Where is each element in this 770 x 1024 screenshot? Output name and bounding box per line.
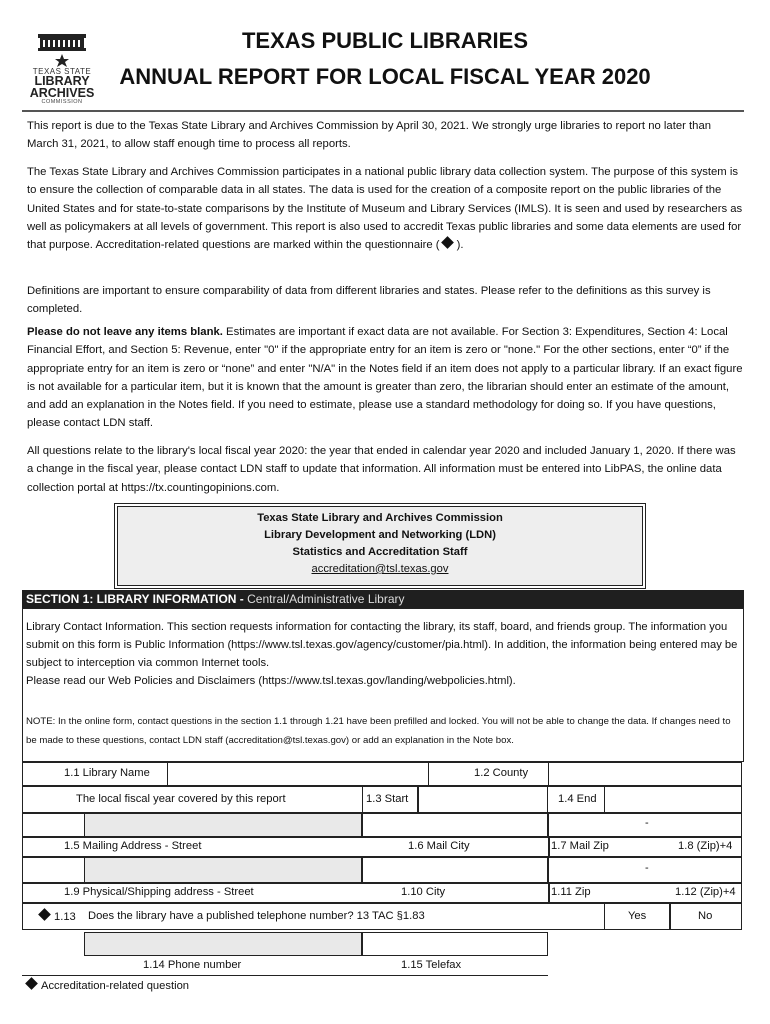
mail-city-label: 1.6 Mail City — [408, 840, 470, 852]
contact-email-link[interactable]: accreditation@tsl.texas.gov — [311, 563, 449, 575]
telephone-question-number — [40, 910, 76, 923]
zip-dash: - — [645, 817, 649, 829]
physical-city-label: 1.10 City — [401, 886, 446, 898]
accreditation-legend — [27, 979, 189, 992]
logo-line-2: ARCHIVES — [29, 86, 95, 100]
section-1-title: SECTION 1: LIBRARY INFORMATION - — [26, 592, 248, 606]
diamond-icon — [25, 977, 38, 990]
logo-line-1: LIBRARY — [34, 74, 90, 88]
mail-zip4-label: 1.8 (Zip)+4 — [678, 840, 733, 852]
logo-sub-text: COMMISSION — [41, 99, 83, 105]
diamond-icon — [441, 236, 454, 249]
physical-zip4-label: 1.12 (Zip)+4 — [675, 886, 736, 898]
intro-paragraph-purpose — [27, 163, 745, 254]
physical-zip-dash: - — [645, 862, 649, 874]
contact-agency: Texas State Library and Archives Commission — [257, 512, 503, 524]
accreditation-legend-text: Accreditation-related question — [41, 980, 190, 992]
logo-wordmark — [22, 75, 102, 99]
end-date-field[interactable] — [604, 786, 742, 813]
end-label: 1.4 End — [558, 793, 597, 805]
blanks-bold-text: Please do not leave any items blank. — [27, 326, 223, 338]
section-1-header — [22, 590, 744, 608]
fiscal-year-label: The local fiscal year covered by this report — [76, 793, 286, 805]
phone-number-label: 1.14 Phone number — [143, 959, 242, 971]
divider — [548, 883, 550, 903]
divider — [548, 837, 550, 857]
section-1-note: NOTE: In the online form, contact questions in the section 1.1 through 1.21 have been prefilled and locked. You will not be able to change the data. If changes need to be made to these questions, contact LDN staff (accreditation@tsl.texas.gov) or add an explanation in the Note box. — [26, 716, 731, 746]
telephone-question-num: 1.13 — [54, 911, 76, 923]
page-title-line-2: ANNUAL REPORT FOR LOCAL FISCAL YEAR 2020 — [119, 64, 651, 89]
telefax-label: 1.15 Telefax — [401, 959, 462, 971]
yes-label: Yes — [628, 910, 647, 922]
telephone-question-label: Does the library have a published telephone number? 13 TAC §1.83 — [88, 910, 425, 922]
contact-division: Library Development and Networking (LDN) — [264, 529, 496, 541]
mail-zip-label: 1.7 Mail Zip — [551, 840, 609, 852]
page-title-line-1: TEXAS PUBLIC LIBRARIES — [241, 28, 529, 53]
intro-paragraph-definitions: Definitions are important to ensure comparability of data from different libraries and states. Please refer to the definitions as this survey is completed. — [27, 285, 711, 316]
telefax-field[interactable] — [362, 932, 548, 956]
no-label: No — [698, 910, 713, 922]
phone-number-field[interactable] — [84, 932, 362, 956]
intro-paragraph-due-date: This report is due to the Texas State Library and Archives Commission by April 30, 2021. We strongly urge libraries to report no later than March 31, 2021, to allow staff enough time to process all reports. — [27, 120, 712, 151]
diamond-icon — [38, 908, 51, 921]
blanks-text: Estimates are important if exact data are not available. For Section 3: Expenditures, Section 4: Local Financial Effort, and Section 5: Revenue, enter "0" if the appropriate entry for an item is zero or "none." For the other sections, enter “0” if the appropriate entry for an item is zero or “none” and enter "N/A" in the Notes field if an item does not apply to a particular library. If an exact figure is not available for a particular item, but it is known that the amount is greater than zero, the librarian should enter an estimate of the amount, and add an explanation in the Notes field. If you need to estimate, please use a standard methodology for doing so. If you have questions, please contact LDN staff. — [27, 326, 743, 430]
section-1-description: Library Contact Information. This section requests information for contacting the library, its staff, board, and friends group. The information you submit on this form is Public Information (https://www.tsl.texas.gov/agency/customer/pia.html). In addition, the information being entered may be subject to interception via common Internet tools. Please read our Web Policies and Disclaimers (https://www.tsl.texas.gov/landing/webpolicies.html). — [26, 621, 738, 687]
physical-city-field[interactable] — [362, 857, 548, 883]
row-phone-labels — [22, 956, 548, 976]
mailing-street-label: 1.5 Mailing Address - Street — [64, 840, 202, 852]
physical-zip-label: 1.11 Zip — [551, 886, 591, 898]
purpose-text: The Texas State Library and Archives Commission participates in a national public library data collection system. The purpose of this system is to ensure the collection of comparable data in all states. The data is used for the creation of a composite report on the public libraries of the United States and for state-to-state comparisons by the Institute of Museum and Library Services (IMLS). It is seen and used by researchers as well as policymakers at all levels of government. This report is also used to accredit Texas public libraries and some data elements are used for that purpose. Accreditation-related questions are marked within the questionnaire ( — [27, 166, 743, 252]
library-name-label: 1.1 Library Name — [64, 767, 150, 779]
county-label: 1.2 County — [474, 767, 529, 779]
mailing-street-field[interactable] — [84, 813, 362, 837]
start-date-field[interactable] — [418, 786, 548, 813]
section-1-subtitle: Central/Administrative Library — [247, 592, 405, 606]
start-label: 1.3 Start — [366, 793, 409, 805]
county-field[interactable] — [548, 762, 742, 786]
mail-city-field[interactable] — [362, 813, 548, 837]
intro-paragraph-blanks — [27, 323, 745, 433]
logo-small-text: TEXAS STATE — [32, 67, 92, 76]
physical-street-field[interactable] — [84, 857, 362, 883]
contact-staff: Statistics and Accreditation Staff — [292, 546, 468, 558]
purpose-text-end: ). — [456, 239, 464, 252]
physical-street-label: 1.9 Physical/Shipping address - Street — [64, 886, 254, 898]
intro-paragraph-fiscal-year: All questions relate to the library's local fiscal year 2020: the year that ended in calendar year 2020 and included January 1, 2020. If there was a change in the fiscal year, please contact LDN staff to update that information. All information must be entered into LibPAS, the online data collection portal at https://tx.countingopinions.com. — [27, 445, 736, 494]
header-divider — [22, 110, 744, 112]
library-name-field[interactable] — [167, 762, 429, 786]
